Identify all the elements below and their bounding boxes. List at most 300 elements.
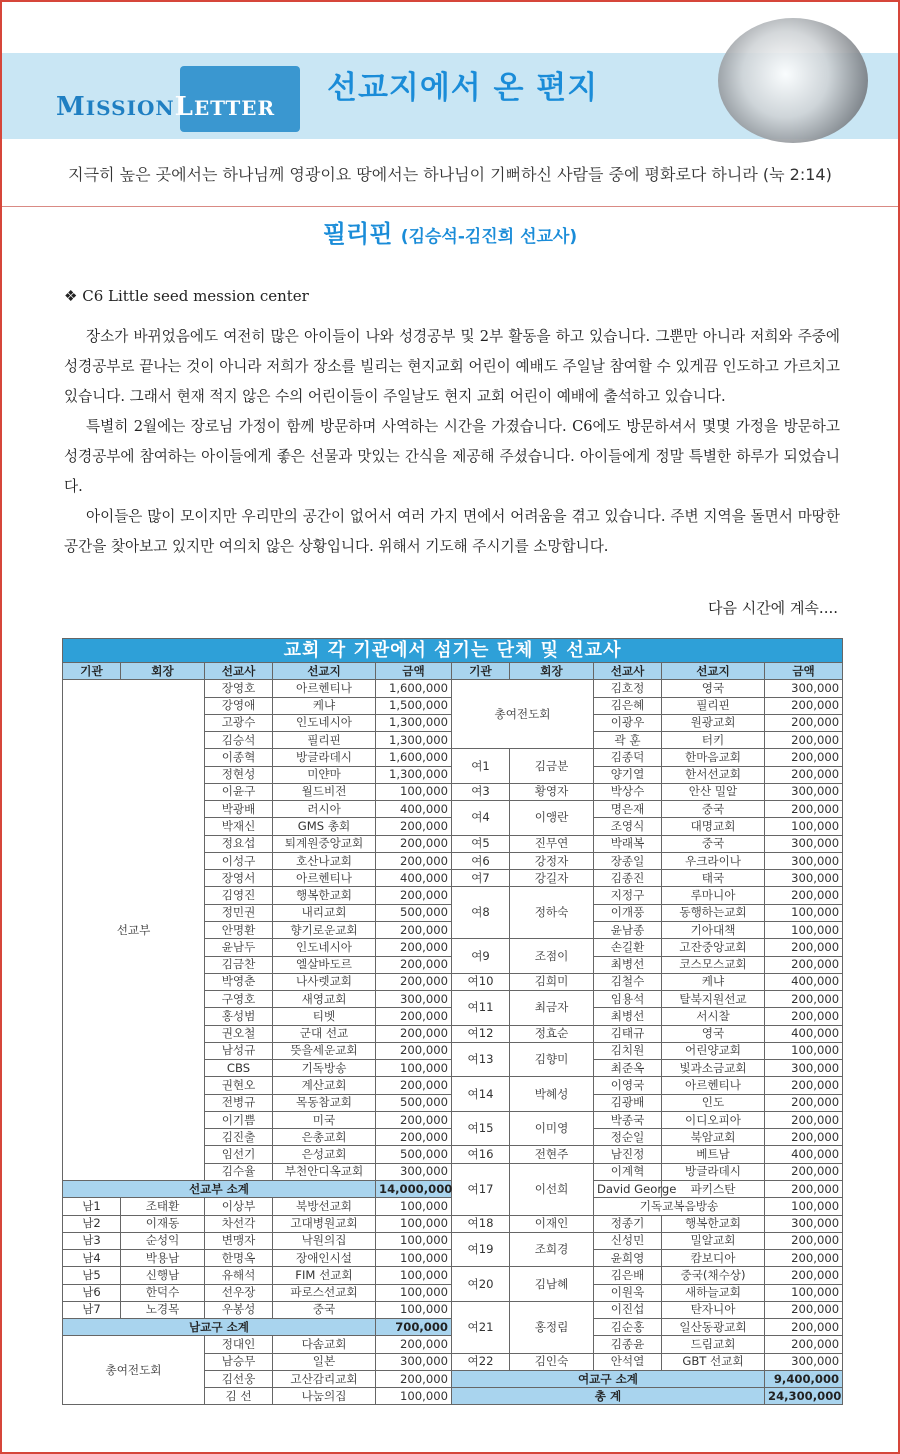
table-cell: GMS 총회 <box>273 818 376 835</box>
table-cell: 정대인 <box>205 1336 273 1353</box>
table-cell: 빛과소금교회 <box>662 1060 765 1077</box>
table-cell: 이광우 <box>594 714 662 731</box>
continued-note: 다음 시간에 계속.... <box>707 599 838 617</box>
table-cell: 200,000 <box>765 991 843 1008</box>
table-cell: 박영춘 <box>205 973 273 990</box>
table-cell: 200,000 <box>765 1319 843 1336</box>
group-label: 여20 <box>452 1267 510 1302</box>
table-cell: 200,000 <box>376 1042 452 1059</box>
group-label: 여17 <box>452 1163 510 1215</box>
table-cell: 300,000 <box>765 680 843 697</box>
table-cell: 200,000 <box>376 973 452 990</box>
column-header: 금액 <box>376 663 452 680</box>
group-label: 여9 <box>452 939 510 974</box>
table-cell: 태국 <box>662 870 765 887</box>
table-row <box>63 1232 843 1249</box>
table-cell: 김 선 <box>205 1388 273 1405</box>
table-cell: 100,000 <box>376 1388 452 1405</box>
table-cell: 300,000 <box>376 1163 452 1180</box>
table-cell: 임선기 <box>205 1146 273 1163</box>
table-cell: 곽 훈 <box>594 732 662 749</box>
table-cell: 탈북지원선교 <box>662 991 765 1008</box>
table-cell: 인도 <box>662 1094 765 1111</box>
table-cell: 김철수 <box>594 973 662 990</box>
table-cell: 100,000 <box>765 1284 843 1301</box>
group-label: 여13 <box>452 1042 510 1077</box>
table-cell: 200,000 <box>765 749 843 766</box>
table-cell: 이상부 <box>205 1198 273 1215</box>
table-cell: 이윤구 <box>205 783 273 800</box>
table-cell: FIM 선교회 <box>273 1267 376 1284</box>
subtotal-amount: 700,000 <box>376 1319 452 1336</box>
table-cell: 아르헨티나 <box>662 1077 765 1094</box>
paragraph: 장소가 바뀌었음에도 여전히 많은 아이들이 나와 성경공부 및 2부 활동을 하고 있습니다. 그뿐만 아니라 저희와 주중에 성경공부로 끝나는 것이 아니라 저희가 장소를 빌리는 현지교회 어린이 예배도 주일날 참여할 수 있게끔 인도하고 가르치고 있습니다. 그래서 현재 적지 않은 수의 어린이들이 주일날도 현지 교회 어린이 예배에 출석하고 있습니다. <box>64 328 840 405</box>
table-cell: 100,000 <box>765 818 843 835</box>
table-cell: 윤남종 <box>594 921 662 938</box>
table-cell: 김종덕 <box>594 749 662 766</box>
table-cell: 200,000 <box>765 939 843 956</box>
table-cell: 400,000 <box>765 973 843 990</box>
table-cell: 김수율 <box>205 1163 273 1180</box>
president-name: 조희경 <box>510 1232 594 1267</box>
table-cell: 고대병원교회 <box>273 1215 376 1232</box>
table-cell: 박상수 <box>594 783 662 800</box>
table-cell: 필리핀 <box>662 697 765 714</box>
table-cell: 탄자니아 <box>662 1301 765 1318</box>
missionary-names: (김승석-김진희 선교사) <box>400 227 578 247</box>
table-cell: 200,000 <box>376 956 452 973</box>
table-cell: 양기열 <box>594 766 662 783</box>
table-cell: 전병규 <box>205 1094 273 1111</box>
table-cell: 최병선 <box>594 956 662 973</box>
table-cell: 200,000 <box>765 1180 843 1197</box>
table-title-row <box>63 639 843 663</box>
table-cell: 이디오피아 <box>662 1111 765 1128</box>
table-cell: 200,000 <box>376 1025 452 1042</box>
table-cell: 터키 <box>662 732 765 749</box>
table-cell: 어린양교회 <box>662 1042 765 1059</box>
group-label: 총여전도회 <box>63 1336 205 1405</box>
subtotal-amount: 14,000,000 <box>376 1180 452 1197</box>
table-cell: 원광교회 <box>662 714 765 731</box>
table-cell: 한덕수 <box>121 1284 205 1301</box>
column-header: 선교사 <box>594 663 662 680</box>
table-cell: 400,000 <box>765 1025 843 1042</box>
subtotal-label: 남교구 소계 <box>63 1319 376 1336</box>
table-cell: 새영교회 <box>273 991 376 1008</box>
table-cell: 박광배 <box>205 801 273 818</box>
group-label: 여6 <box>452 852 510 869</box>
table-cell: 남진정 <box>594 1146 662 1163</box>
table-cell: 200,000 <box>765 697 843 714</box>
table-cell: 1,300,000 <box>376 766 452 783</box>
table-cell: 계산교회 <box>273 1077 376 1094</box>
table-cell: 동행하는교회 <box>662 904 765 921</box>
table-row <box>63 1301 843 1318</box>
table-cell: 권오철 <box>205 1025 273 1042</box>
table-cell: 김승석 <box>205 732 273 749</box>
table-cell: 200,000 <box>376 939 452 956</box>
table-cell: 기아대책 <box>662 921 765 938</box>
table-cell: 300,000 <box>376 991 452 1008</box>
table-cell: 500,000 <box>376 1094 452 1111</box>
president-name: 전현주 <box>510 1146 594 1163</box>
table-cell: 안석열 <box>594 1353 662 1370</box>
table-cell: 한서선교회 <box>662 766 765 783</box>
table-cell: 유해석 <box>205 1267 273 1284</box>
table-cell: 100,000 <box>765 1042 843 1059</box>
table-row <box>63 1215 843 1232</box>
table-cell: 대명교회 <box>662 818 765 835</box>
table-cell: 케냐 <box>273 697 376 714</box>
table-cell: 기독방송 <box>273 1060 376 1077</box>
group-label: 선교부 <box>63 680 205 1181</box>
president-name: 김희미 <box>510 973 594 990</box>
table-cell: 남7 <box>63 1301 121 1318</box>
table-cell: 200,000 <box>765 1250 843 1267</box>
table-cell: 순성익 <box>121 1232 205 1249</box>
table-cell: 1,600,000 <box>376 680 452 697</box>
table-cell: 1,600,000 <box>376 749 452 766</box>
table-cell: 장애인시설 <box>273 1250 376 1267</box>
president-name: 김금분 <box>510 749 594 784</box>
table-cell: 김은배 <box>594 1267 662 1284</box>
table-cell: 1,300,000 <box>376 732 452 749</box>
table-cell: 장종일 <box>594 852 662 869</box>
table-cell: 400,000 <box>765 1146 843 1163</box>
table-cell: 이개풍 <box>594 904 662 921</box>
table-cell: 미얀마 <box>273 766 376 783</box>
group-label: 여1 <box>452 749 510 784</box>
table-cell: 400,000 <box>376 870 452 887</box>
table-cell: 200,000 <box>376 1077 452 1094</box>
table-cell: 향기로운교회 <box>273 921 376 938</box>
table-cell: 박래복 <box>594 835 662 852</box>
table-cell: 영국 <box>662 1025 765 1042</box>
group-label: 여7 <box>452 870 510 887</box>
table-cell: 300,000 <box>765 852 843 869</box>
column-header: 기관 <box>452 663 510 680</box>
table-cell: 고광수 <box>205 714 273 731</box>
table-cell: 행복한교회 <box>273 887 376 904</box>
globe-image <box>718 18 868 143</box>
president-name: 정효순 <box>510 1025 594 1042</box>
table-cell: 100,000 <box>376 1060 452 1077</box>
page-title: 선교지에서 온 편지 <box>327 70 599 106</box>
president-name: 이선희 <box>510 1163 594 1215</box>
subtotal-label: 선교부 소계 <box>63 1180 376 1197</box>
table-cell: 200,000 <box>376 1129 452 1146</box>
column-header: 회장 <box>121 663 205 680</box>
table-cell: 200,000 <box>765 714 843 731</box>
table-cell: 아르헨티나 <box>273 680 376 697</box>
table-cell: 파키스탄 <box>662 1180 765 1197</box>
paragraph: 아이들은 많이 모이지만 우리만의 공간이 없어서 여러 가지 면에서 어려움을 겪고 있습니다. 주변 지역을 돌면서 마땅한 공간을 찾아보고 있지만 여의치 않은 상황입니다. 위해서 기도해 주시기를 소망합니다. <box>64 508 840 555</box>
table-cell: 박용남 <box>121 1250 205 1267</box>
group-label: 여21 <box>452 1301 510 1353</box>
table-cell: 남5 <box>63 1267 121 1284</box>
table-cell: 명은재 <box>594 801 662 818</box>
table-cell: 이원욱 <box>594 1284 662 1301</box>
table-cell: 400,000 <box>376 801 452 818</box>
table-cell: 북방선교회 <box>273 1198 376 1215</box>
table-cell: 300,000 <box>765 835 843 852</box>
table-cell: 한마음교회 <box>662 749 765 766</box>
table-cell: 신행남 <box>121 1267 205 1284</box>
table-cell: GBT 선교회 <box>662 1353 765 1370</box>
table-cell: 200,000 <box>376 852 452 869</box>
table-cell: 정요섭 <box>205 835 273 852</box>
table-cell: 엘살바도르 <box>273 956 376 973</box>
table-cell: 차선각 <box>205 1215 273 1232</box>
table-cell: 나눔의집 <box>273 1388 376 1405</box>
table-cell: 안명환 <box>205 921 273 938</box>
group-label: 여18 <box>452 1215 510 1232</box>
table-cell: 이진섭 <box>594 1301 662 1318</box>
table-cell: 300,000 <box>765 1060 843 1077</box>
table-cell: 200,000 <box>765 766 843 783</box>
table-cell: 조영식 <box>594 818 662 835</box>
table-cell: 루마니아 <box>662 887 765 904</box>
table-cell: 정민권 <box>205 904 273 921</box>
group-label: 여3 <box>452 783 510 800</box>
table-cell: 200,000 <box>376 1336 452 1353</box>
table-cell: 장영호 <box>205 680 273 697</box>
table-cell: 중국 <box>662 835 765 852</box>
group-label: 여4 <box>452 801 510 836</box>
table-cell: 200,000 <box>376 887 452 904</box>
table-cell: 300,000 <box>765 783 843 800</box>
subtotal-label: 여교구 소계 <box>452 1370 765 1387</box>
table-cell: 은총교회 <box>273 1129 376 1146</box>
table-cell: 중국(채수상) <box>662 1267 765 1284</box>
table-header-row <box>63 663 843 680</box>
president-name: 이미영 <box>510 1111 594 1146</box>
president-name: 이재인 <box>510 1215 594 1232</box>
table-cell: 변맹자 <box>205 1232 273 1249</box>
table-cell: 200,000 <box>376 1111 452 1128</box>
table-cell: 최준옥 <box>594 1060 662 1077</box>
table-cell: 이종혁 <box>205 749 273 766</box>
table-cell: 우크라이나 <box>662 852 765 869</box>
table-cell: 이계혁 <box>594 1163 662 1180</box>
table-cell: 200,000 <box>765 1232 843 1249</box>
table-cell: 베트남 <box>662 1146 765 1163</box>
table-cell: 정종기 <box>594 1215 662 1232</box>
group-label: 여15 <box>452 1111 510 1146</box>
table-cell: 김순홍 <box>594 1319 662 1336</box>
table-cell: 300,000 <box>765 1353 843 1370</box>
table-cell: 100,000 <box>376 1215 452 1232</box>
total-label: 총 계 <box>452 1388 765 1405</box>
table-cell: 뜻을세운교회 <box>273 1042 376 1059</box>
table-cell: 200,000 <box>376 1370 452 1387</box>
table-cell: 300,000 <box>376 1353 452 1370</box>
column-header: 회장 <box>510 663 594 680</box>
table-cell: 200,000 <box>765 1267 843 1284</box>
divider <box>2 206 898 207</box>
table-cell: 방글라데시 <box>662 1163 765 1180</box>
table-cell: 미국 <box>273 1111 376 1128</box>
table-cell: 남성규 <box>205 1042 273 1059</box>
table-cell: 김선웅 <box>205 1370 273 1387</box>
table-cell: 안산 밀알 <box>662 783 765 800</box>
table-cell: 김태규 <box>594 1025 662 1042</box>
table-cell: 200,000 <box>376 921 452 938</box>
bible-verse: 지극히 높은 곳에서는 하나님께 영광이요 땅에서는 하나님이 기뻐하신 사람들 중에 평화로다 하니라 (눅 2:14) <box>68 165 832 184</box>
table-cell: 이성구 <box>205 852 273 869</box>
table-cell: 남4 <box>63 1250 121 1267</box>
table-cell: 100,000 <box>376 1267 452 1284</box>
article-heading <box>0 214 900 249</box>
table-cell: 200,000 <box>765 1336 843 1353</box>
table-cell: 최병선 <box>594 1008 662 1025</box>
group-label: 여16 <box>452 1146 510 1163</box>
group-label: 여11 <box>452 991 510 1026</box>
president-name: 박혜성 <box>510 1077 594 1112</box>
group-label: 여22 <box>452 1353 510 1370</box>
table-cell: 일본 <box>273 1353 376 1370</box>
table-cell: 정순일 <box>594 1129 662 1146</box>
table-cell: 200,000 <box>765 887 843 904</box>
support-table <box>62 638 843 1405</box>
table-cell: 고잔중앙교회 <box>662 939 765 956</box>
table-cell: 러시아 <box>273 801 376 818</box>
president-name: 홍정림 <box>510 1301 594 1353</box>
president-name: 김향미 <box>510 1042 594 1077</box>
table-cell: 신성민 <box>594 1232 662 1249</box>
table-cell: 남승무 <box>205 1353 273 1370</box>
president-name: 정하숙 <box>510 887 594 939</box>
column-header: 선교지 <box>273 663 376 680</box>
table-title: 교회 각 기관에서 섬기는 단체 및 선교사 <box>63 639 843 663</box>
group-label: 여19 <box>452 1232 510 1267</box>
table-cell: 케냐 <box>662 973 765 990</box>
column-header: 선교사 <box>205 663 273 680</box>
table-cell: 남2 <box>63 1215 121 1232</box>
table-cell: 티벳 <box>273 1008 376 1025</box>
table-cell: 김치원 <box>594 1042 662 1059</box>
mission-letter-logo: MISSIONLETTER <box>56 92 276 122</box>
table-cell: 100,000 <box>376 1198 452 1215</box>
table-cell: 지정구 <box>594 887 662 904</box>
table-cell: 김금찬 <box>205 956 273 973</box>
table-cell: 100,000 <box>376 1232 452 1249</box>
subtotal-amount: 9,400,000 <box>765 1370 843 1387</box>
table-cell: 200,000 <box>376 1008 452 1025</box>
table-cell: 나사렛교회 <box>273 973 376 990</box>
table-cell: 200,000 <box>765 1129 843 1146</box>
table-cell: 1,500,000 <box>376 697 452 714</box>
table-cell: 북암교회 <box>662 1129 765 1146</box>
table-cell: 김영진 <box>205 887 273 904</box>
table-cell: 장영서 <box>205 870 273 887</box>
table-cell: 중국 <box>662 801 765 818</box>
table-cell: 영국 <box>662 680 765 697</box>
table-cell: 한명옥 <box>205 1250 273 1267</box>
table-cell: 행복한교회 <box>662 1215 765 1232</box>
table-cell: 노경목 <box>121 1301 205 1318</box>
column-header: 선교지 <box>662 663 765 680</box>
table-cell: 방글라데시 <box>273 749 376 766</box>
table-cell: 다솜교회 <box>273 1336 376 1353</box>
table-cell: 퇴계원중앙교회 <box>273 835 376 852</box>
table-cell: 남6 <box>63 1284 121 1301</box>
table-cell: 윤남두 <box>205 939 273 956</box>
group-label: 총여전도회 <box>452 680 594 749</box>
table-cell: 500,000 <box>376 904 452 921</box>
table-row <box>63 680 843 697</box>
table-cell: 100,000 <box>376 783 452 800</box>
paragraph: 특별히 2월에는 장로님 가정이 함께 방문하며 사역하는 시간을 가졌습니다. C6에도 방문하셔서 몇몇 가정을 방문하고 성경공부에 참여하는 아이들에게 좋은 선물과 맛있는 간식을 제공해 주셨습니다. 아이들에게 정말 특별한 하루가 되었습니다. <box>64 418 840 495</box>
table-cell: 인도네시아 <box>273 939 376 956</box>
table-cell: 200,000 <box>765 1163 843 1180</box>
group-label: 여5 <box>452 835 510 852</box>
table-cell: 인도네시아 <box>273 714 376 731</box>
table-cell: 기독교복음방송 <box>594 1198 765 1215</box>
table-cell: 드림교회 <box>662 1336 765 1353</box>
column-header: 기관 <box>63 663 121 680</box>
table-cell: 월드비전 <box>273 783 376 800</box>
table-cell: 김광배 <box>594 1094 662 1111</box>
president-name: 김남혜 <box>510 1267 594 1302</box>
table-cell: 호산나교회 <box>273 852 376 869</box>
table-cell: 200,000 <box>765 1008 843 1025</box>
table-cell: 손길환 <box>594 939 662 956</box>
table-cell: 파로스선교회 <box>273 1284 376 1301</box>
table-cell: David George <box>594 1180 662 1197</box>
total-amount: 24,300,000 <box>765 1388 843 1405</box>
president-name: 강길자 <box>510 870 594 887</box>
table-cell: 코스모스교회 <box>662 956 765 973</box>
country-name: 필리핀 <box>322 220 393 248</box>
table-cell: 200,000 <box>765 1301 843 1318</box>
table-cell: 구영호 <box>205 991 273 1008</box>
group-label: 여8 <box>452 887 510 939</box>
table-row <box>63 1267 843 1284</box>
table-cell: 캄보디아 <box>662 1250 765 1267</box>
table-cell: 200,000 <box>765 1077 843 1094</box>
table-cell: 200,000 <box>765 1111 843 1128</box>
table-cell: 김진출 <box>205 1129 273 1146</box>
table-cell: 김은혜 <box>594 697 662 714</box>
president-name: 최금자 <box>510 991 594 1026</box>
table-cell: 100,000 <box>376 1250 452 1267</box>
article-body <box>64 322 840 562</box>
table-cell: 내리교회 <box>273 904 376 921</box>
table-cell: 남3 <box>63 1232 121 1249</box>
table-cell: 200,000 <box>765 1094 843 1111</box>
table-cell: 박재신 <box>205 818 273 835</box>
table-cell: 1,300,000 <box>376 714 452 731</box>
president-name: 강정자 <box>510 852 594 869</box>
table-cell: 일산동광교회 <box>662 1319 765 1336</box>
table-cell: 서시찰 <box>662 1008 765 1025</box>
table-cell: 이기쁨 <box>205 1111 273 1128</box>
table-cell: 부천안디옥교회 <box>273 1163 376 1180</box>
table-cell: 김종진 <box>594 870 662 887</box>
group-label: 여10 <box>452 973 510 990</box>
table-cell: 은성교회 <box>273 1146 376 1163</box>
table-cell: 300,000 <box>765 1215 843 1232</box>
table-cell: 200,000 <box>376 835 452 852</box>
table-cell: 우봉성 <box>205 1301 273 1318</box>
table-cell: 100,000 <box>765 1198 843 1215</box>
president-name: 진무연 <box>510 835 594 852</box>
table-cell: 100,000 <box>376 1284 452 1301</box>
group-label: 여14 <box>452 1077 510 1112</box>
president-name: 조점이 <box>510 939 594 974</box>
